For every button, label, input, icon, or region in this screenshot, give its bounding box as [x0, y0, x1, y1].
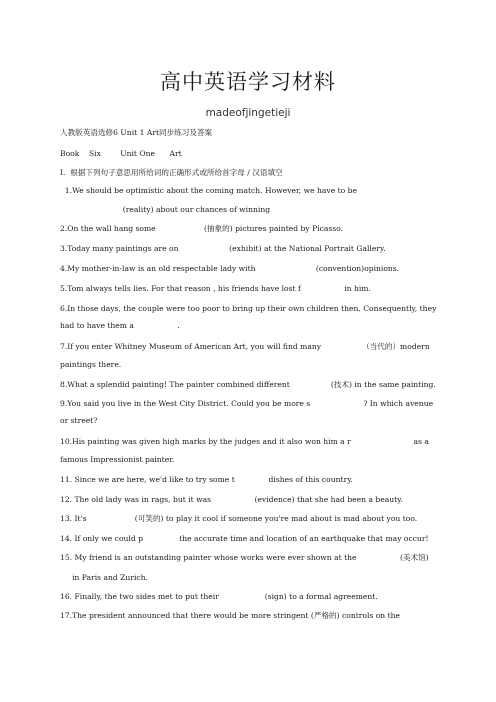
exercise-line: 10.His painting was given high marks by the judges and it also won him a r as a	[60, 437, 429, 446]
exercise-line: paintings there.	[60, 360, 122, 369]
book-line: Book Six Unit One Art	[60, 149, 182, 158]
exercise-line: or street?	[60, 416, 98, 425]
exercise-line: (reality) about our chances of winning	[60, 205, 271, 214]
document-subtitle: madeofjingetieji	[205, 107, 291, 119]
exercise-line: 13. It's (可笑的) to play it cool if someone you're mad about is mad about you too.	[60, 514, 418, 523]
source-line: 人教版英语选修6 Unit 1 Art同步练习及答案	[60, 128, 213, 137]
exercise-line: had to have them a .	[60, 321, 180, 330]
exercise-line: 11. Since we are here, we'd like to try some t dishes of this country.	[60, 475, 353, 484]
exercise-line: 8.What a splendid painting! The painter combined different (技术) in the same painting.	[60, 380, 436, 389]
instruction-line: I. 根据下列句子意思用所给词的正确形式或所给首字母 / 汉语填空	[60, 168, 283, 177]
exercise-line: 14. If only we could p the accurate time and location of an earthquake that may occur!	[60, 534, 429, 543]
exercise-line: 2.On the wall hang some (抽象的) pictures painted by Picasso.	[60, 224, 344, 233]
exercise-line: 6.In those days, the couple were too poor to bring up their own children then. Consequently, they	[60, 304, 437, 313]
exercise-line: 15. My friend is an outstanding painter whose works were ever shown at the (美术馆)	[60, 553, 429, 562]
exercise-line: 3.Today many paintings are on (exhibit) at the National Portrait Gallery.	[60, 244, 386, 253]
exercise-line: in Paris and Zurich.	[60, 573, 148, 582]
exercise-line: 12. The old lady was in rags, but it was (evidence) that she had been a beauty.	[60, 495, 403, 504]
exercise-line: 7.If you enter Whitney Museum of American Art, you will find many （当代的）modern	[60, 342, 430, 351]
exercise-line: 1.We should be optimistic about the coming match. However, we have to be	[60, 186, 358, 195]
document-title: 高中英语学习材料	[160, 70, 336, 94]
exercise-line: 9.You said you live in the West City District. Could you be more s ? In which avenue	[60, 399, 434, 408]
exercise-line: 17.The president announced that there would be more stringent (严格的) controls on the	[60, 611, 401, 620]
exercise-line: 5.Tom always tells lies. For that reason , his friends have lost f in him.	[60, 284, 371, 293]
exercise-line: 16. Finally, the two sides met to put their (sign) to a formal agreement.	[60, 592, 378, 601]
exercise-line: 4.My mother-in-law is an old respectable lady with (convention)opinions.	[60, 264, 400, 273]
exercise-line: famous Impressionist painter.	[60, 455, 175, 464]
